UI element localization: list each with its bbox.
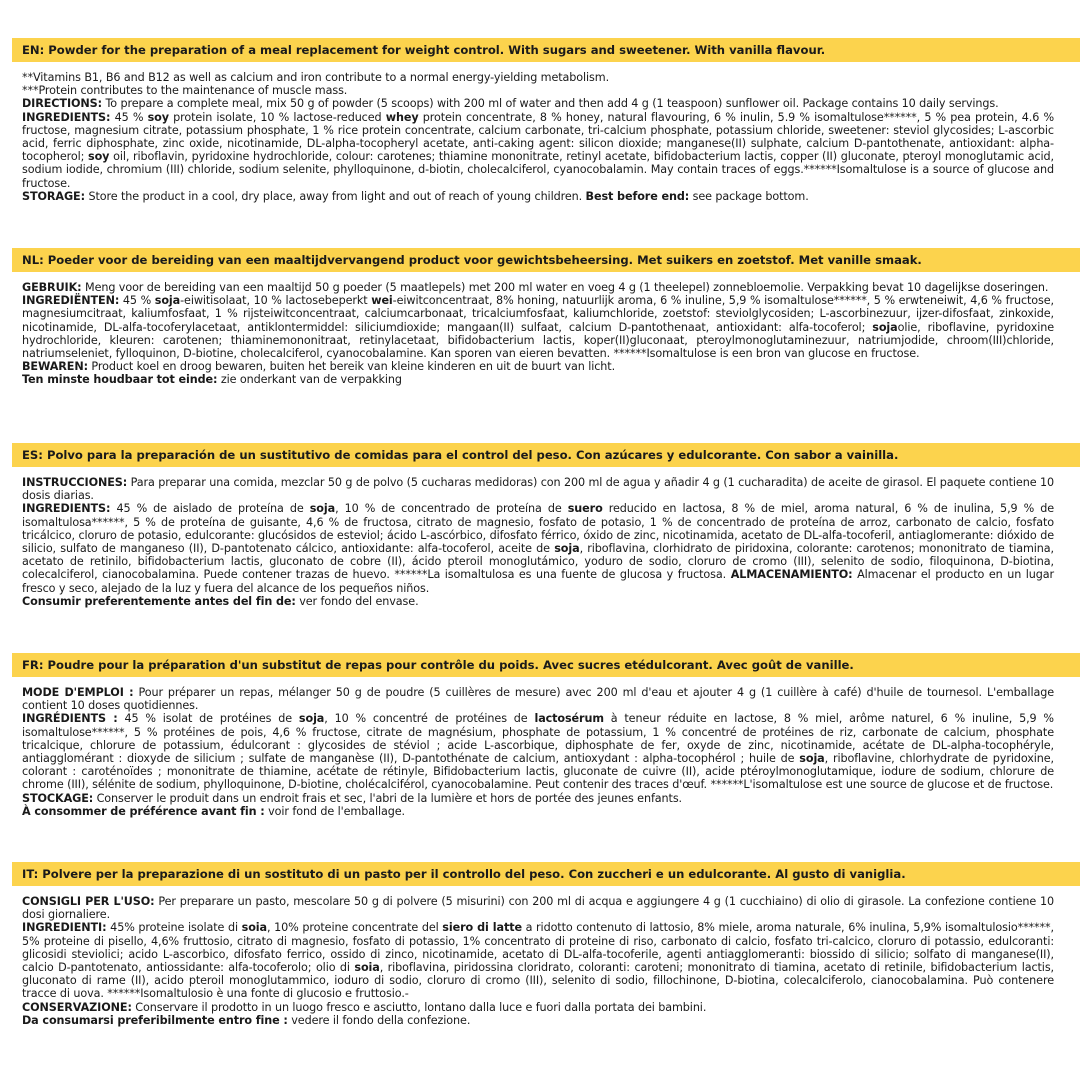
body-text: , riboflavina, piridossina cloridrato, coloranti: caroteni; mononitrato di tiamina, acetato di retinile, bifidobacterium lactis, gluconato di rame (II), acido pteroil monoglutammico, ioduro di sodio, cloruro di cromo (III), selenito di sodio, fillochinone, D-biotina, colecalciferolo, cianocobalamina. Può contenere tracce di uova. ******Isomaltulosio è una fonte di glucosio e fruttosio.-	[22, 961, 1054, 1001]
ingredients	[22, 712, 1054, 791]
body-text: Per preparare un pasto, mescolare 50 g di polvere (5 misurini) con 200 ml di acqua e aggiungere 4 g (1 cucchiaino) di olio di girasole. La confezione contiene 10 dosi giornaliere.	[22, 895, 1054, 922]
section-body-en	[22, 71, 1054, 203]
bold-text: MODE D'EMPLOI :	[22, 686, 134, 699]
section-title-it: IT: Polvere per la preparazione di un sostituto di un pasto per il controllo del peso. Con zuccheri e un edulcorante. Al gusto di vaniglia.	[12, 862, 1080, 886]
bold-text: Consumir preferentemente antes del fin de:	[22, 594, 296, 608]
section-title-fr: FR: Poudre pour la préparation d'un substitut de repas pour contrôle du poids. Avec sucres etédulcorant. Avec goût de vanille.	[12, 653, 1080, 677]
bold-text: INGREDIENTI:	[22, 921, 107, 935]
body-text: Product koel en droog bewaren, buiten het bereik van kleine kinderen en uit de buurt van licht.	[87, 360, 616, 374]
bold-text: wei	[371, 294, 393, 308]
ingredients	[22, 502, 1054, 594]
section-en	[0, 38, 1080, 203]
body-text: To prepare a complete meal, mix 50 g of powder (5 scoops) with 200 ml of water and then add 4 g (1 teaspoon) sunflower oil. Package contains 10 daily servings.	[102, 97, 999, 111]
body-text: , 10 % concentré de protéines de	[324, 712, 535, 726]
bold-text: DIRECTIONS:	[22, 97, 103, 111]
instructions	[22, 476, 1054, 502]
section-fr	[0, 653, 1080, 818]
body-text: 45 %	[119, 294, 155, 308]
body-text: 45 % isolat de protéines de	[117, 712, 299, 726]
storage	[22, 360, 1054, 373]
body-text: à teneur réduite en lactose, 8 % miel, arôme naturel, 6 % inuline, 5,9 % isomaltulose******, 5 % protéines de pois, 4,6 % fructose, citrate de magnésium, phosphate de potassium, 1 % concentré de protéines de riz, carbonate de calcium, phosphate tricalcique, chlorure de potassium, édulcorant : glycosides de stéviol ; acide L-ascorbique, diphosphate de fer, oxyde de zinc, nicotinamide, acétate de DL-alpha-tocophéryle, antiagglomérant : dioxyde de silicium ; sulfate de manganèse (II), D-pantothénate de calcium, antioxydant : alpha-tocophérol ; huile de	[22, 712, 1054, 766]
bold-text: INGREDIËNTEN:	[22, 294, 120, 308]
ingredients	[22, 111, 1054, 190]
bold-text: soja	[799, 752, 825, 766]
bold-text: À consommer de préférence avant fin :	[22, 804, 265, 818]
bold-text: CONSERVAZIONE:	[22, 1000, 132, 1014]
body-text: ver fondo del envase.	[295, 594, 419, 608]
section-title-nl: NL: Poeder voor de bereiding van een maaltijdvervangend product voor gewichtsbeheersing. Met suikers en zoetstof. Met vanille smaak.	[12, 248, 1080, 272]
bold-text: INSTRUCCIONES:	[22, 476, 128, 489]
body-text: Pour préparer un repas, mélanger 50 g de poudre (5 cuillères de mesure) avec 200 ml d'eau et ajouter 4 g (1 cuillère à café) d'huile de tournesol. L'emballage contient 10 doses quotidiennes.	[22, 686, 1054, 713]
bold-text: Da consumarsi preferibilmente entro fine :	[22, 1013, 288, 1027]
section-title-en: EN: Powder for the preparation of a meal replacement for weight control. With sugars and sweetener. With vanilla flavour.	[12, 38, 1080, 62]
body-text: a ridotto contenuto di lattosio, 8% miele, aroma naturale, 6% inulina, 5,9% isomaltulosio******, 5% proteine di pisello, 4,6% fruttosio, citrato di magnesio, fosfato di potassio, 1% concentrato di proteine di riso, carbonato di calcio, fosfato tri-calcico, cloruro di potassio, edulcoranti: glicosidi steviolici; acido L-ascorbico, difosfato ferrico, ossido di zinco, nicotinamide, acetato di DL-alfa-tocoferile, agenti antiagglomeranti: biossido di silicio; solfato di manganese(II), calcio D-pantotenato, antiossidante: alfa-tocoferolo; olio di	[22, 921, 1054, 975]
section-body-nl	[22, 281, 1054, 387]
bold-text: soja	[298, 712, 325, 726]
bold-text: Ten minste houdbaar tot einde:	[22, 373, 218, 387]
body-text: -eiwitconcentraat, 8% honing, natuurlijk aroma, 6 % inuline, 5,9 % isomaltulose******, 5 % erwteneiwit, 4,6 % fructose, magnesiumcitraat, kaliumfosfaat, 1 % rijsteiwitconcentraat, calciumcarbonaat, tricalciumfosfaat, kaliumchloride, zoetstof: steviolglycosiden; L-ascorbinezuur, ijzer-difosfaat, zinkoxide, nicotinamide, DL-alfa-tocoferylacetaat, antiklontermiddel: siliciumdioxide; mangaan(II) sulfaat, calcium D-pantothenaat, antioxidant: alfa-tocoferol;	[22, 294, 1054, 334]
bold-text: STOCKAGE:	[22, 791, 94, 805]
body-text: Conserver le produit dans un endroit frais et sec, l'abri de la lumière et hors de portée des jeunes enfants.	[93, 791, 683, 805]
bold-text: CONSIGLI PER L'USO:	[22, 895, 155, 908]
best-before	[22, 805, 1054, 818]
body-text: Conservare il prodotto in un luogo fresco e asciutto, lontano dalla luce e fuori dalla portata dei bambini.	[131, 1000, 707, 1014]
bold-text: ALMACENAMIENTO:	[730, 568, 853, 582]
bold-text: BEWAREN:	[22, 360, 88, 374]
body-text: zie onderkant van de verpakking	[217, 373, 402, 387]
body-text: 45 %	[110, 110, 148, 124]
best-before	[22, 595, 1054, 608]
section-body-es	[22, 476, 1054, 608]
ingredients	[22, 294, 1054, 360]
bold-text: Best before end:	[585, 189, 690, 203]
best-before	[22, 1014, 1054, 1027]
body-text: voir fond de l'emballage.	[264, 804, 405, 818]
section-nl	[0, 248, 1080, 387]
bold-text: whey	[385, 110, 419, 124]
body-text: Store the product in a cool, dry place, away from light and out of reach of young children.	[84, 189, 586, 203]
body-text: olie, riboflavine, pyridoxine hydrochloride, kleuren: carotenen; thiaminemononitraat, retinylacetaat, bifidobacterium lactis, koper(II)gluconaat, pteroylmonoglutaminezuur, natriumjodide, chroom(III)chloride, natriumseleniet, fylloquinon, D-biotine, cholecalciferol, cyanocobalamine. Kan sporen van eieren bevatten. ******Isomaltulose is een bron van glucose en fructose.	[22, 320, 1054, 361]
bold-text: soia	[354, 961, 380, 975]
bold-text: soja	[309, 502, 336, 516]
usage	[22, 686, 1054, 712]
body-text: Para preparar una comida, mezclar 50 g de polvo (5 cucharas medidoras) con 200 ml de agua y añadir 4 g (1 cucharadita) de aceite de girasol. El paquete contiene 10 dosis diarias.	[22, 476, 1054, 503]
section-es	[0, 443, 1080, 608]
body-text: see package bottom.	[689, 189, 809, 203]
storage	[22, 792, 1054, 805]
bold-text: INGRÉDIENTS :	[22, 712, 118, 726]
body-text: , 10% proteine concentrate del	[267, 921, 443, 935]
section-title-es: ES: Polvo para la preparación de un sustitutivo de comidas para el control del peso. Con azúcares y edulcorante. Con sabor a vainilla.	[12, 443, 1080, 467]
bold-text: siero di latte	[442, 921, 522, 935]
body-text: , riboflavine, chlorhydrate de pyridoxine, colorant : caroténoïdes ; mononitrate de thiamine, acétate de rétinyle, Bifidobacterium lactis, gluconate de cuivre (II), acide ptéroylmonoglutamique, iodure de sodium, chlorure de chrome (III), sélénite de sodium, phylloquinone, D-biotine, cholécalciférol, cyanocobalamine. Peut contenir des traces d'œuf. ******L'isomaltulose est une source de glucose et de fructose.	[22, 752, 1054, 792]
body-text: protein concentrate, 8 % honey, natural flavouring, 6 % inulin, 5.9 % isomaltulose******, 5 % pea protein, 4.6 % fructose, magnesium citrate, potassium phosphate, 1 % rice protein concentrate, calcium carbonate, tri-calcium phosphate, potassium chloride, sweetener: steviol glycosides; L-ascorbic acid, ferric diphosphate, zinc oxide, nicotinamide, DL-alpha-tocopheryl acetate, anti-caking agent: silicon dioxide; manganese(II) sulphate, calcium D-pantothenate, antioxidant: alpha-tocopherol;	[22, 110, 1054, 164]
storage	[22, 190, 1054, 203]
bold-text: soy	[147, 110, 169, 124]
bold-text: INGREDIENTS:	[22, 110, 111, 124]
bold-text: soia	[241, 921, 267, 935]
bold-text: GEBRUIK:	[22, 281, 82, 294]
section-it	[0, 862, 1080, 1027]
bold-text: soy	[88, 150, 110, 164]
body-text: -eiwitisolaat, 10 % lactosebeperkt	[180, 294, 372, 308]
bold-text: soja	[154, 294, 181, 308]
directions	[22, 97, 1054, 110]
vitamin-note: **Vitamins B1, B6 and B12 as well as calcium and iron contribute to a normal energy-yielding metabolism.	[22, 71, 610, 84]
bold-text: INGREDIENTS:	[22, 502, 111, 516]
ingredients	[22, 921, 1054, 1000]
body-text: oil, riboflavin, pyridoxine hydrochloride, colour: carotenes; thiamine mononitrate, retinyl acetate, bifidobacterium lactis, copper (II) gluconate, pteroyl monoglutamic acid, sodium iodide, chromium (III) chloride, sodium selenite, phylloquinone, d-biotin, cholecalciferol, cyanocobalamin. May contain traces of eggs.******Isomaltulose is a source of glucose and fructose.	[22, 150, 1055, 190]
storage	[22, 1001, 1054, 1014]
bold-text: soja	[554, 542, 580, 556]
body-text: reducido en lactosa, 8 % de miel, aroma natural, 6 % de inulina, 5,9 % de isomaltulosa******, 5 % de proteína de guisante, 4,6 % de fructosa, citrato de magnesio, fosfato de potasio, 1 % de concentrado de proteína de arroz, carbonato de calcio, fosfato tricálcico, cloruro de potasio, edulcorante: glucósidos de esteviol; ácido L-ascórbico, difosfato férrico, óxido de zinc, nicotinamida, acetato de DL-alfa-tocoferil, antiaglomerante: dióxido de silicio, sulfato de manganeso (II), D-pantotenato cálcico, antioxidante: alfa-tocoferol, aceite de	[22, 502, 1054, 556]
body-text: , riboflavina, clorhidrato de piridoxina, colorante: carotenos; mononitrato de tiamina, acetato de retinilo, bifidobacterium lactis, gluconato de cobre (II), ácido pteroil monoglutámico, yoduro de sodio, cloruro de cromo (III), selenito de sodio, filoquinona, D-biotina, colecalciferol, cianocobalamina. Puede contener trazas de huevo. ******La isomaltulosa es una fuente de glucosa y fructosa.	[22, 542, 1054, 582]
section-body-it	[22, 895, 1054, 1027]
body-text: protein isolate, 10 % lactose-reduced	[168, 110, 386, 124]
body-text: 45% proteine isolate di	[106, 921, 242, 935]
body-text: , 10 % de concentrado de proteína de	[335, 502, 568, 516]
body-text: Meng voor de bereiding van een maaltijd 50 g poeder (5 maatlepels) met 200 ml water en voeg 4 g (1 theelepel) zonnebloemolie. Verpakking bevat 10 dagelijkse doseringen.	[81, 281, 1049, 294]
body-text: vedere il fondo della confezione.	[287, 1013, 471, 1027]
bold-text: STORAGE:	[22, 189, 85, 203]
usage	[22, 281, 1054, 294]
bold-text: suero	[567, 502, 603, 516]
bold-text: lactosérum	[534, 712, 604, 726]
protein-note: ***Protein contributes to the maintenance of muscle mass.	[22, 84, 348, 98]
bold-text: soja	[872, 320, 898, 334]
best-before	[22, 373, 1054, 386]
body-text: 45 % de aislado de proteína de	[110, 502, 310, 516]
usage	[22, 895, 1054, 921]
section-body-fr	[22, 686, 1054, 818]
body-text: Almacenar el producto en un lugar fresco y seco, alejado de la luz y fuera del alcance de los pequeños niños.	[22, 568, 1055, 595]
